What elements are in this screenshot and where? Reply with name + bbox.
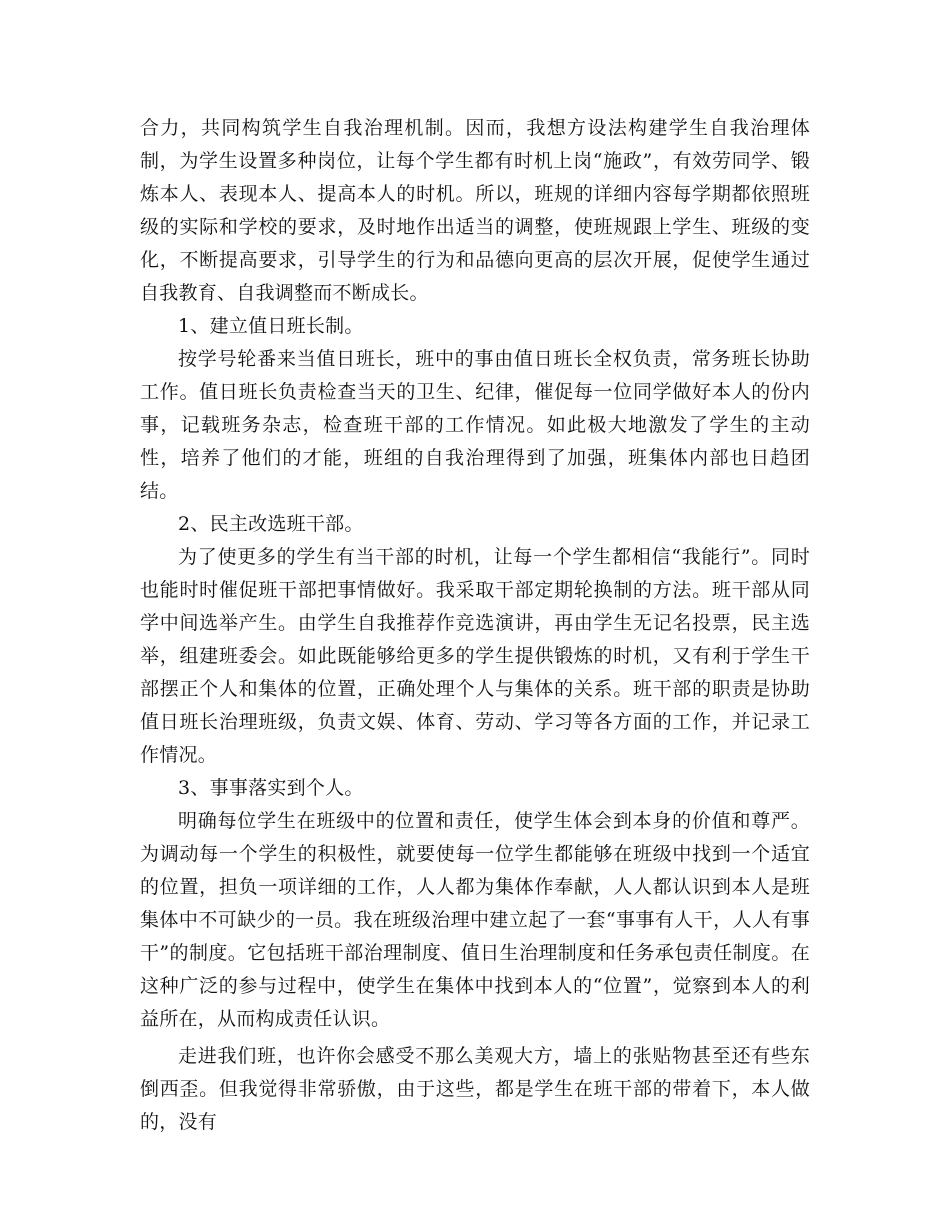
- paragraph-class-display: 走进我们班，也许你会感受不那么美观大方，墙上的张贴物甚至还有些东倒西歪。但我觉得非常骄傲，由于这些，都是学生在班干部的带着下，本人做的，没有: [140, 1045, 810, 1133]
- paragraph-duty-monitor: 按学号轮番来当值日班长，班中的事由值日班长全权负责，常务班长协助工作。值日班长负责检查当天的卫生、纪律，催促每一位同学做好本人的份内事，记载班务杂志，检查班干部的工作情况。如此极大地激发了学生的主动性，培养了他们的才能，班组的自我治理得到了加强，班集体内部也日趋团结。: [140, 348, 810, 502]
- paragraph-continuation: 合力，共同构筑学生自我治理机制。因而，我想方设法构建学生自我治理体制，为学生设置多种岗位，让每个学生都有时机上岗“施政”，有效劳同学、锻炼本人、表现本人、提高本人的时机。所以，班规的详细内容每学期都依照班级的实际和学校的要求，及时地作出适当的调整，使班规跟上学生、班级的变化，不断提高要求，引导学生的行为和品德向更高的层次开展，促使学生通过自我教育、自我调整而不断成长。: [140, 117, 810, 304]
- heading-democratic-election: 2、民主改选班干部。: [178, 513, 364, 535]
- paragraph-individual-duty: 明确每位学生在班级中的位置和责任，使学生体会到本身的价值和尊严。为调动每一个学生的积极性，就要使每一位学生都能够在班级中找到一个适宜的位置，担负一项详细的工作，人人都为集体作奉献，人人都认识到本人是班集体中不可缺少的一员。我在班级治理中建立起了一套“事事有人干，人人有事干”的制度。它包括班干部治理制度、值日生治理制度和任务承包责任制度。在这种广泛的参与过程中，使学生在集体中找到本人的“位置”，觉察到本人的利益所在，从而构成责任认识。: [140, 810, 810, 1030]
- heading-individual-duty: 3、事事落实到个人。: [178, 777, 364, 799]
- paragraph-democratic-election: 为了使更多的学生有当干部的时机，让每一个学生都相信“我能行”。同时也能时时催促班干部把事情做好。我采取干部定期轮换制的方法。班干部从同学中间选举产生。由学生自我推荐作竞选演讲，再由学生无记名投票，民主选举，组建班委会。如此既能够给更多的学生提供锻炼的时机，又有利于学生干部摆正个人和集体的位置，正确处理个人与集体的关系。班干部的职责是协助值日班长治理班级，负责文娱、体育、劳动、学习等各方面的工作，并记录工作情况。: [140, 546, 810, 766]
- heading-duty-monitor: 1、建立值日班长制。: [178, 315, 364, 337]
